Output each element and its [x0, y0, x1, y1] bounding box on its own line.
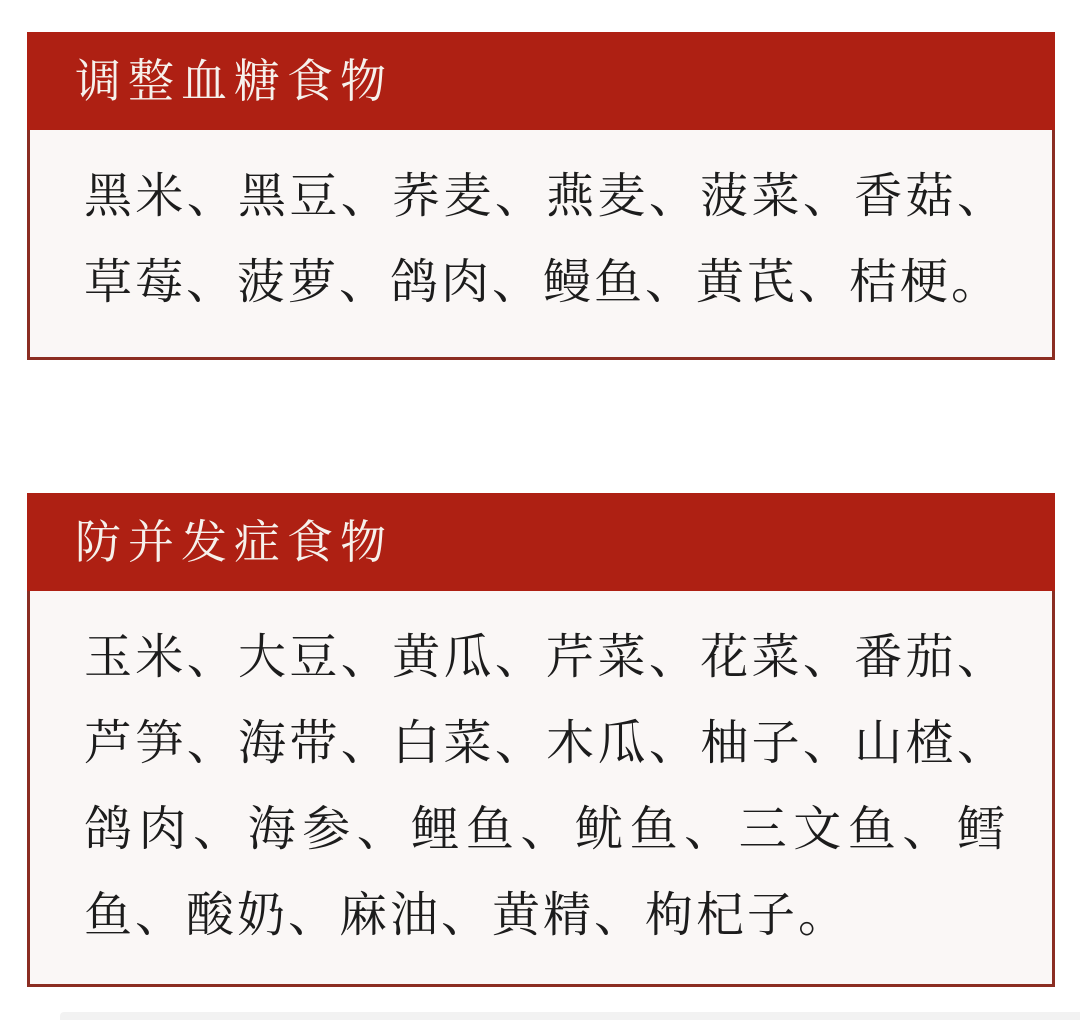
food-list: 黑米、黑豆、荞麦、燕麦、菠菜、香菇、草莓、菠萝、鸽肉、鳗鱼、黄芪、桔梗。 [84, 170, 1008, 309]
section-title: 防并发症食物 [75, 516, 393, 568]
section-card-complication-prevention [27, 493, 1055, 987]
section-card-blood-sugar [27, 32, 1055, 360]
section-body [27, 591, 1055, 987]
section-title: 调整血糖食物 [75, 55, 393, 107]
next-section-edge [60, 1012, 1080, 1020]
section-header [27, 493, 1055, 591]
section-header [27, 32, 1055, 130]
food-list: 玉米、大豆、黄瓜、芹菜、花菜、番茄、芦笋、海带、白菜、木瓜、柚子、山楂、鸽肉、海参、鲤鱼、鱿鱼、三文鱼、鳕鱼、酸奶、麻油、黄精、枸杞子。 [84, 631, 1008, 942]
section-body [27, 130, 1055, 360]
